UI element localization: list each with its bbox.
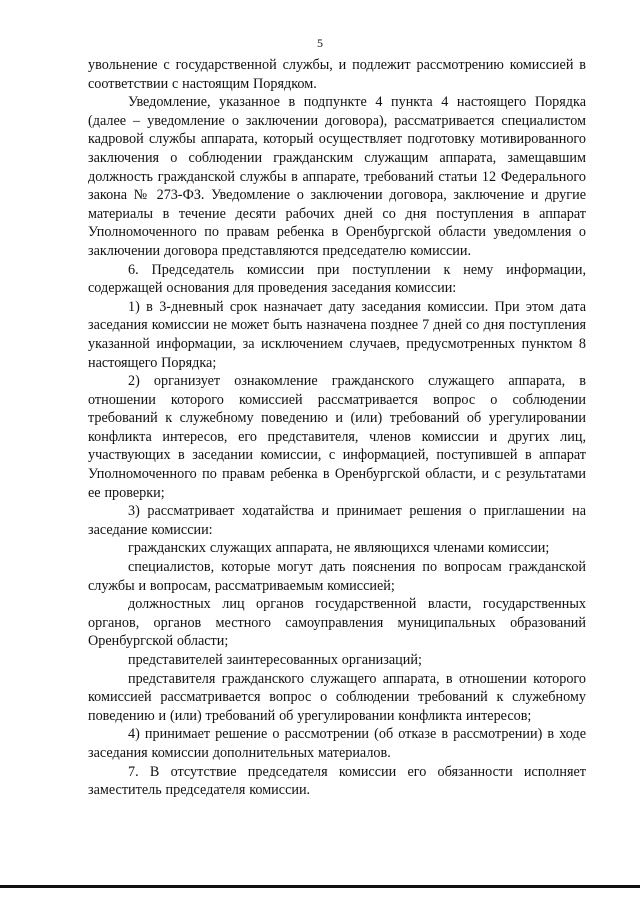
paragraph-subitem-4: 4) принимает решение о рассмотрении (об отказе в рассмотрении) в ходе заседания комиссии дополнительных материалов. — [88, 726, 586, 761]
bottom-rule — [0, 885, 640, 888]
document-body — [88, 56, 586, 800]
paragraph-invitee-officials: должностных лиц органов государственной власти, государственных органов, органов местного самоуправления муниципальных образований Оренбургской области; — [88, 596, 586, 650]
paragraph-invitee-representative: представителя гражданского служащего аппарата, в отношении которого комиссией рассматривается вопрос о соблюдении требований к служебному поведению и (или) требований об урегулировании конфликта интересов; — [88, 670, 586, 724]
paragraph-notification: Уведомление, указанное в подпункте 4 пункта 4 настоящего Порядка (далее – уведомление о заключении договора), рассматривается специалистом кадровой службы аппарата, который осуществляет подготовку мотивированного заключения о соблюдении гражданским служащим аппарата, замещавшим должность гражданской службы в аппарате, требований статьи 12 Федерального закона № 273-ФЗ. Уведомление о заключении договора, заключение и другие материалы в течение десяти рабочих дней со дня поступления в аппарат Уполномоченного по правам ребенка в Оренбургской области уведомления о заключении договора представляются председателю комиссии. — [88, 94, 586, 259]
paragraph-subitem-2: 2) организует ознакомление гражданского служащего аппарата, в отношении которого комиссией рассматривается вопрос о соблюдении требований к служебному поведению и (или) требований об урегулировании конфликта интересов, его представителя, членов комиссии и других лиц, участвующих в заседании комиссии, с информацией, поступившей в аппарат Уполномоченного по правам ребенка в Оренбургской области, и с результатами ее проверки; — [88, 373, 586, 501]
page-number: 5 — [317, 36, 323, 50]
paragraph-item-6: 6. Председатель комиссии при поступлении к нему информации, содержащей основания для проведения заседания комиссии: — [88, 261, 586, 297]
paragraph-invitee-specialists: специалистов, которые могут дать пояснения по вопросам гражданской службы и вопросам, рассматриваемым комиссией; — [88, 559, 586, 594]
paragraph-subitem-3: 3) рассматривает ходатайства и принимает решения о приглашении на заседание комиссии: — [88, 503, 586, 538]
paragraph-item-7: 7. В отсутствие председателя комиссии его обязанности исполняет заместитель председателя комиссии. — [88, 763, 586, 799]
paragraph-continuation: увольнение с государственной службы, и подлежит рассмотрению комиссией в соответствии с настоящим Порядком. — [88, 57, 586, 92]
paragraph-invitee-civil-servants: гражданских служащих аппарата, не являющихся членами комиссии; — [128, 540, 550, 557]
paragraph-invitee-organizations: представителей заинтересованных организаций; — [128, 652, 422, 668]
paragraph-subitem-1: 1) в 3-дневный срок назначает дату заседания комиссии. При этом дата заседания комиссии не может быть назначена позднее 7 дней со дня поступления указанной информации, за исключением случаев, предусмотренных пунктом 8 настоящего Порядка; — [88, 298, 586, 371]
